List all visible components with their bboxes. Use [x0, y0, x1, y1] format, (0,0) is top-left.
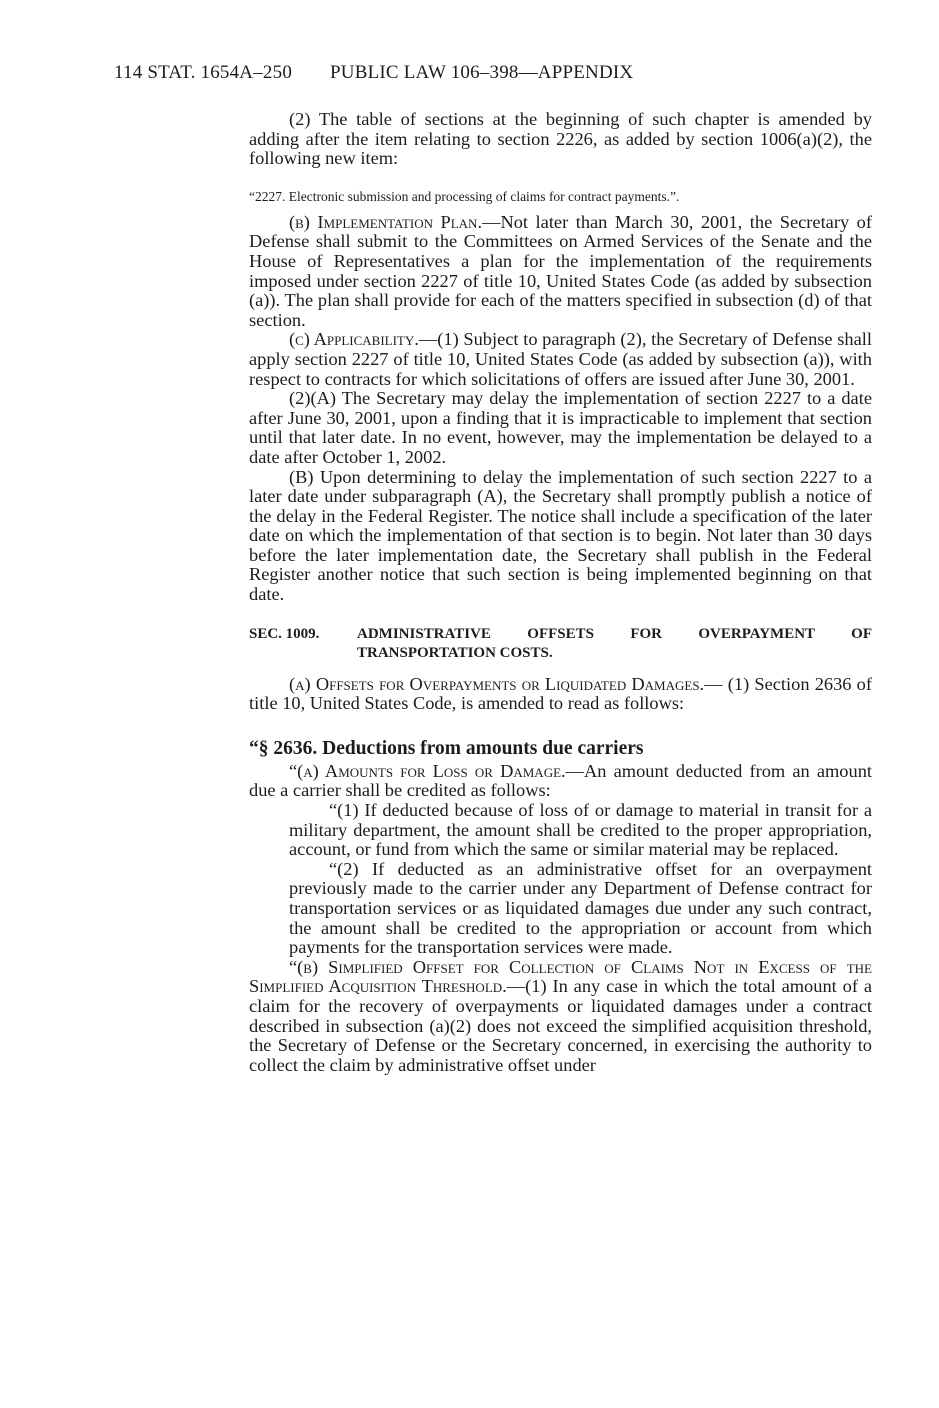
section-1009-heading — [249, 625, 872, 663]
paragraph-B: (B) Upon determining to delay the implementation of such section 2227 to a later date under subparagraph (A), the Secretary shall promptly publish a notice of the delay in the Federal Register. The notice shall include a specification of the later date on which the implementation of that section is to begin. Not later than 30 days before the later implementation date, the Secretary shall publish in the Federal Register another notice that such section is being implemented beginning on that date. — [249, 466, 872, 605]
offsets-text: — (1) Section 2636 of title 10, United States Code, is amended to read as follows: — [249, 673, 872, 714]
offsets-paragraph — [249, 675, 872, 714]
offsets-heading: (a) Offsets for Overpayments or Liquidated Damages. — [289, 673, 705, 694]
implementation-plan-heading: (b) Implementation Plan. — [289, 211, 483, 232]
applicability-paragraph — [249, 330, 872, 389]
paragraph-2: (2) The table of sections at the beginning of such chapter is amended by adding after the item relating to section 2226, as added by section 1006(a)(2), the following new item: — [249, 109, 872, 169]
header-title: PUBLIC LAW 106–398—APPENDIX — [330, 62, 634, 83]
applicability-text: —(1) Subject to paragraph (2), the Secretary of Defense shall apply section 2227 of title 10, United States Code (as added by subsection (a)), with respect to contracts for which solicitations of offers are issued after June 30, 2001. — [249, 329, 872, 389]
applicability-heading: (c) Applicability. — [289, 329, 419, 350]
simplified-offset-paragraph — [249, 958, 872, 1076]
implementation-plan-paragraph — [249, 213, 872, 331]
section-number: SEC. 1009. — [249, 625, 320, 642]
table-of-sections-item: “2227. Electronic submission and processing of claims for contract payments.”. — [249, 188, 680, 204]
simplified-offset-text: —(1) In any case in which the total amount of a claim for the recovery of overpayments or liquidated damages under a contract described in subsection (a)(2) does not exceed the simplified acquisition threshold, the Secretary of Defense or the Secretary concerned, in exercising the authority to collect the claim by administrative offset under — [249, 976, 872, 1075]
section-title: ADMINISTRATIVE OFFSETS FOR OVERPAYMENT OF TRANSPORTATION COSTS. — [357, 625, 872, 661]
amounts-paragraph — [249, 762, 872, 801]
implementation-plan-text: —Not later than March 30, 2001, the Secretary of Defense shall submit to the Committees on Armed Services of the Senate and the House of Representatives a plan for the implementation of the requirements imposed under section 2227 of title 10, United States Code (as added by subsection (a)). The plan shall provide for each of the matters specified in subsection (d) of that section. — [249, 211, 872, 330]
section-2636-heading: “§ 2636. Deductions from amounts due carriers — [249, 737, 644, 759]
document-body — [249, 110, 872, 1075]
amounts-heading: “(a) Amounts for Loss or Damage. — [289, 760, 566, 781]
header-citation: 114 STAT. 1654A–250 — [114, 62, 293, 83]
item-2-paragraph: “(2) If deducted as an administrative offset for an overpayment previously made to the carrier under any Department of Defense contract for transportation services or as liquidated damages due under any such contract, the amount shall be credited to the appropriation or account from which payments for the transportation services were made. — [289, 858, 872, 958]
page-header — [114, 62, 633, 84]
amounts-text: —An amount deducted from an amount due a carrier shall be credited as follows: — [249, 760, 872, 801]
simplified-offset-heading: “(b) Simplified Offset for Collection of Claims Not in Excess of the Simplified Acquisition Threshold. — [249, 956, 872, 997]
item-1-paragraph: “(1) If deducted because of loss of or damage to material in transit for a military department, the amount shall be credited to the proper appropriation, account, or fund from which the same or similar material may be replaced. — [289, 800, 872, 860]
paragraph-2A: (2)(A) The Secretary may delay the implementation of section 2227 to a date after June 30, 2001, upon a finding that it is impracticable to implement that section until that later date. In no event, however, may the implementation be delayed to a date after October 1, 2002. — [249, 388, 872, 467]
